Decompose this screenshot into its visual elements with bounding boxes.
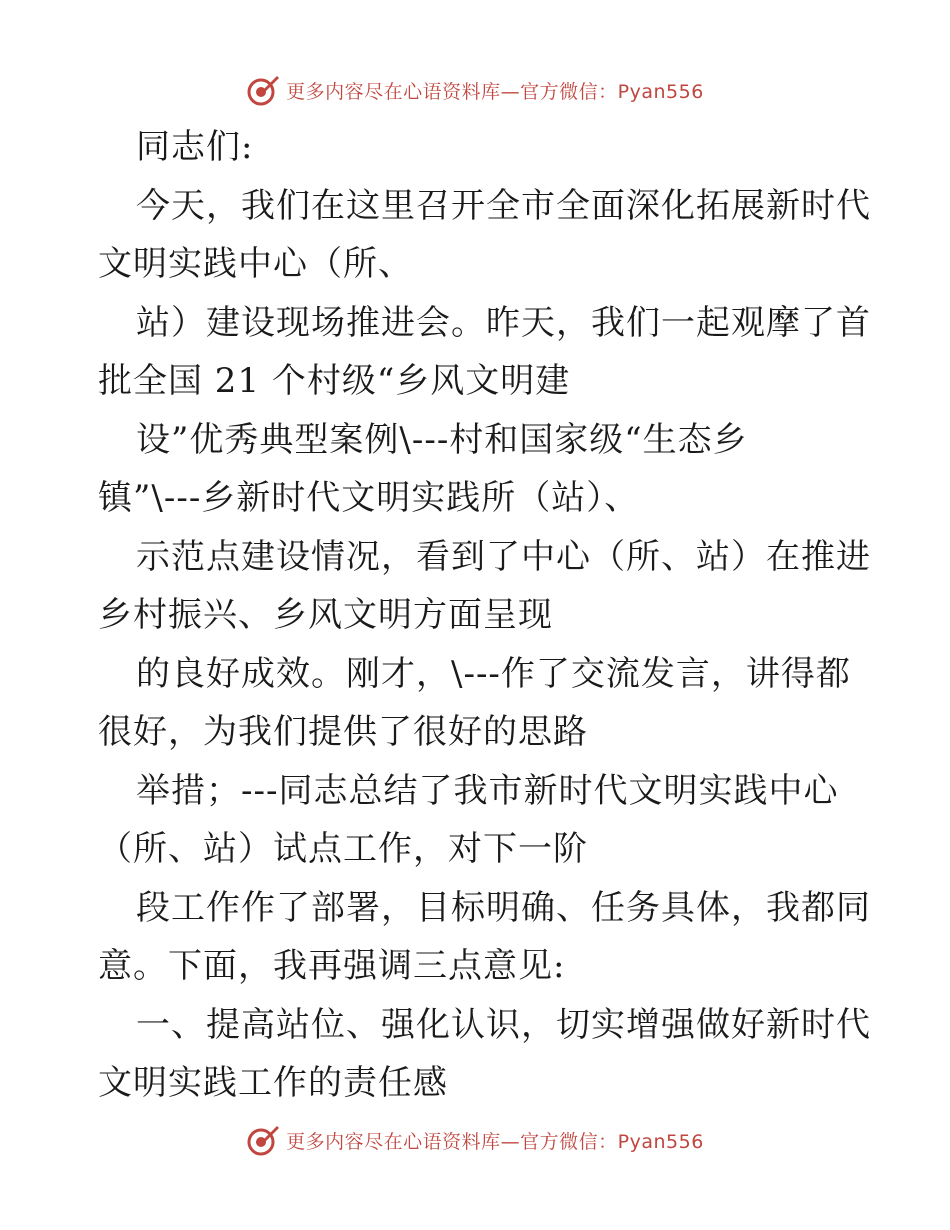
text-line: 文明实践中心（所、	[98, 244, 413, 284]
text-line: 批全国 21 个村级“乡风文明建	[98, 361, 571, 401]
text-line: 站）建设现场推进会。昨天，我们一起观摩了首	[136, 302, 871, 343]
text-line: 段工作作了部署，目标明确、任务具体，我都同	[136, 887, 871, 928]
text-line: 镇”\---乡新时代文明实践所（站）、	[98, 478, 640, 518]
text-line: 的良好成效。刚才，\---作了交流发言，讲得都	[136, 653, 851, 694]
text-line: 举措；---同志总结了我市新时代文明实践中心	[136, 770, 839, 811]
text-line: 意。下面，我再强调三点意见:	[98, 946, 566, 986]
text-line: 示范点建设情况，看到了中心（所、站）在推进	[136, 536, 871, 577]
text-line: 乡村振兴、乡风文明方面呈现	[98, 595, 553, 635]
text-line: （所、站）试点工作，对下一阶	[98, 829, 588, 869]
section-heading: 一、提高站位、强化认识，切实增强做好新时代	[136, 1004, 871, 1045]
document-body	[98, 118, 871, 1113]
header-watermark-text: 更多内容尽在心语资料库—官方微信：Pyan556	[286, 80, 704, 103]
text-line: 今天，我们在这里召开全市全面深化拓展新时代	[136, 185, 871, 226]
footer-watermark-banner	[0, 1120, 950, 1160]
section-heading-continued: 文明实践工作的责任感	[98, 1063, 448, 1103]
pen-logo-icon	[246, 1123, 280, 1157]
text-line: 很好，为我们提供了很好的思路	[98, 712, 588, 752]
text-line: 同志们:	[136, 127, 254, 167]
text-line: 设”优秀典型案例\---村和国家级“生态乡	[136, 419, 748, 460]
pen-logo-icon	[246, 73, 280, 107]
header-watermark-banner	[0, 70, 950, 110]
footer-watermark-text: 更多内容尽在心语资料库—官方微信：Pyan556	[286, 1130, 704, 1153]
